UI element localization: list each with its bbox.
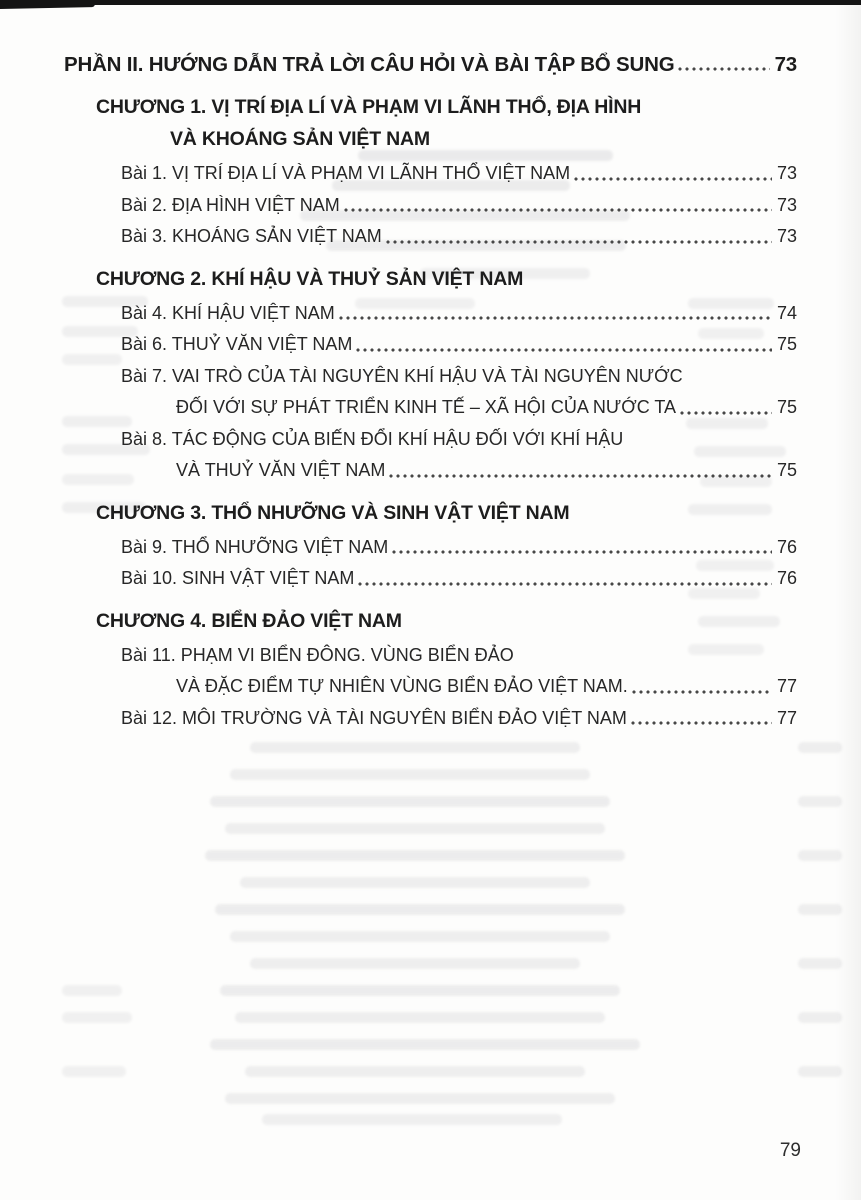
dot-leader [631, 687, 772, 697]
toc-item-line [64, 221, 797, 253]
bleedthrough-line [235, 1012, 605, 1023]
toc-item-line [64, 532, 797, 564]
toc-item-line [64, 158, 797, 190]
toc-item-text: Bài 1. VỊ TRÍ ĐỊA LÍ VÀ PHẠM VI LÃNH THỔ VIỆT NAM [121, 163, 571, 183]
toc-item-line [64, 703, 797, 735]
dot-leader [388, 471, 772, 481]
bleedthrough-line [798, 1012, 842, 1023]
bleedthrough-line [798, 904, 842, 915]
chapter-items [64, 298, 797, 487]
toc-page-number: 76 [776, 568, 797, 588]
toc-item [64, 221, 797, 253]
toc-item [64, 424, 797, 487]
bleedthrough-line [798, 1066, 842, 1077]
toc-page-number: 75 [776, 460, 797, 480]
chapter-title: CHƯƠNG 2. KHÍ HẬU VÀ THUỶ SẢN VIỆT NAM [96, 267, 524, 290]
toc-chapter [64, 263, 797, 487]
chapter-items [64, 640, 797, 735]
toc-item-text: VÀ THUỶ VĂN VIỆT NAM [176, 460, 386, 480]
dot-leader [391, 547, 772, 557]
toc-item [64, 361, 797, 424]
toc-item-text: Bài 3. KHOÁNG SẢN VIỆT NAM [121, 226, 382, 246]
dot-leader [338, 313, 772, 323]
toc-page-number: 73 [776, 226, 797, 246]
dot-leader [355, 345, 772, 355]
toc-page-number: 75 [776, 334, 797, 354]
toc-item-line [64, 329, 797, 361]
toc-item-text: Bài 7. VAI TRÒ CỦA TÀI NGUYÊN KHÍ HẬU VÀ TÀI NGUYÊN NƯỚC [121, 365, 683, 386]
dot-leader [357, 579, 772, 589]
bleedthrough-line [245, 1066, 585, 1077]
toc-item-line-continued [64, 671, 797, 703]
toc-chapter [64, 91, 797, 253]
toc-item-text: Bài 2. ĐỊA HÌNH VIỆT NAM [121, 194, 340, 215]
toc-item [64, 158, 797, 190]
toc-item [64, 563, 797, 595]
toc-page-number: 73 [776, 194, 797, 215]
toc-item-text: Bài 12. MÔI TRƯỜNG VÀ TÀI NGUYÊN BIỂN ĐẢO VIỆT NAM [121, 707, 627, 728]
toc-item [64, 532, 797, 564]
bleedthrough-line [210, 1039, 640, 1050]
dot-leader [630, 718, 772, 728]
bleedthrough-line [62, 1066, 126, 1077]
bleedthrough-line [225, 1093, 615, 1104]
dot-leader [677, 64, 769, 74]
toc-item-text: VÀ ĐẶC ĐIỂM TỰ NHIÊN VÙNG BIỂN ĐẢO VIỆT NAM. [176, 676, 628, 696]
chapter-title: CHƯƠNG 3. THỔ NHƯỠNG VÀ SINH VẬT VIỆT NAM [96, 501, 570, 524]
bleedthrough-line [220, 985, 620, 996]
bleedthrough-line [798, 850, 842, 861]
scan-edge-artifact [0, 0, 861, 5]
toc-item-line [64, 640, 797, 672]
table-of-contents [64, 48, 797, 734]
chapter-title: CHƯƠNG 4. BIỂN ĐẢO VIỆT NAM [96, 609, 402, 632]
bleedthrough-line [240, 877, 590, 888]
bleedthrough-line [62, 985, 122, 996]
dot-leader [343, 205, 772, 215]
folio-page-number: 79 [779, 1140, 801, 1161]
toc-part-heading [64, 48, 797, 81]
toc-item [64, 640, 797, 703]
chapter-title-continued: VÀ KHOÁNG SẢN VIỆT NAM [170, 128, 430, 150]
chapters [64, 91, 797, 734]
toc-item-text: ĐỐI VỚI SỰ PHÁT TRIỂN KINH TẾ – XÃ HỘI CỦA NƯỚC TA [176, 397, 677, 417]
page-edge-shadow [835, 0, 861, 1200]
dot-leader [573, 174, 772, 184]
chapter-items [64, 532, 797, 595]
toc-item [64, 703, 797, 735]
bleedthrough-line [798, 742, 842, 753]
toc-item-text: Bài 6. THUỶ VĂN VIỆT NAM [121, 334, 353, 354]
toc-item [64, 329, 797, 361]
toc-item-line [64, 298, 797, 330]
bleedthrough-line [62, 1012, 132, 1023]
chapter-title: CHƯƠNG 1. VỊ TRÍ ĐỊA LÍ VÀ PHẠM VI LÃNH THỔ, ĐỊA HÌNH [96, 96, 642, 118]
bleedthrough-line [798, 958, 842, 969]
bleedthrough-line [798, 796, 842, 807]
bleedthrough-line [250, 742, 580, 753]
bleedthrough-line [205, 850, 625, 861]
toc-item-line [64, 361, 797, 393]
dot-leader [679, 408, 772, 418]
toc-part-title: PHẦN II. HƯỚNG DẪN TRẢ LỜI CÂU HỎI VÀ BÀI TẬP BỔ SUNG [64, 53, 675, 76]
toc-item-line [64, 424, 797, 456]
toc-page-number: 73 [774, 53, 797, 76]
toc-page-number: 73 [776, 163, 797, 183]
toc-item-text: Bài 10. SINH VẬT VIỆT NAM [121, 568, 355, 588]
toc-chapter [64, 605, 797, 735]
toc-page-number: 75 [776, 397, 797, 417]
bleedthrough-line [250, 958, 580, 969]
toc-item-text: Bài 9. THỔ NHƯỠNG VIỆT NAM [121, 536, 389, 557]
toc-chapter [64, 497, 797, 595]
toc-page-number: 77 [776, 676, 797, 696]
toc-item-text: Bài 11. PHẠM VI BIỂN ĐÔNG. VÙNG BIỂN ĐẢO [121, 644, 514, 665]
bleedthrough-line [210, 796, 610, 807]
toc-item [64, 298, 797, 330]
toc-item-line [64, 563, 797, 595]
chapter-items [64, 158, 797, 253]
bleedthrough-line [262, 1114, 562, 1125]
bleedthrough-line [230, 931, 610, 942]
toc-page-number: 77 [776, 707, 797, 728]
toc-item-line-continued [64, 455, 797, 487]
toc-item-text: Bài 8. TÁC ĐỘNG CỦA BIẾN ĐỔI KHÍ HẬU ĐỐI VỚI KHÍ HẬU [121, 428, 624, 449]
toc-item-line-continued [64, 392, 797, 424]
toc-page-number: 76 [776, 536, 797, 557]
toc-page-number: 74 [776, 302, 797, 323]
dot-leader [385, 237, 772, 247]
toc-item [64, 190, 797, 222]
bleedthrough-line [215, 904, 625, 915]
toc-item-line [64, 190, 797, 222]
toc-item-text: Bài 4. KHÍ HẬU VIỆT NAM [121, 302, 335, 323]
bleedthrough-line [230, 769, 590, 780]
bleedthrough-line [225, 823, 605, 834]
